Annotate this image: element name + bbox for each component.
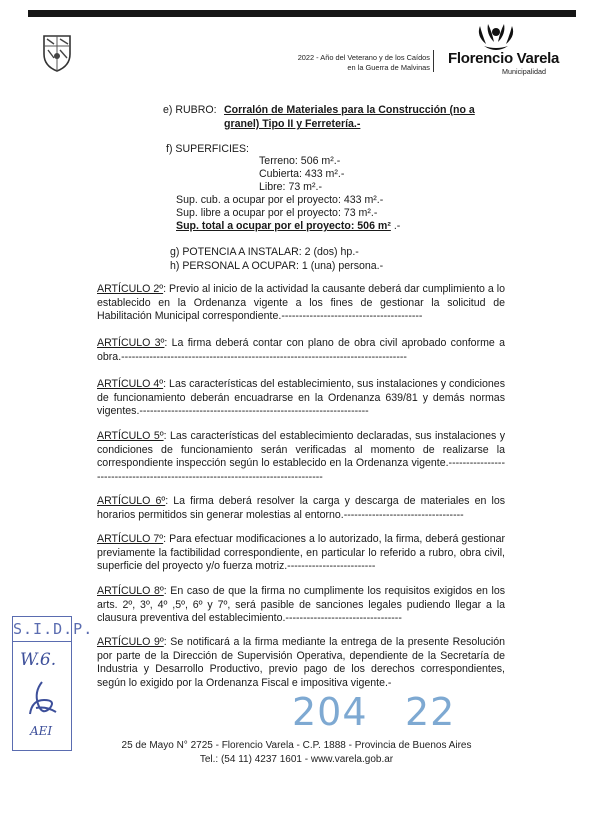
articulo-title: ARTÍCULO 6º (97, 495, 166, 507)
motto-line-1: 2022 - Año del Veterano y de los Caídos (297, 53, 430, 62)
articulo-7 (97, 533, 505, 574)
sup-total-proyecto (176, 220, 400, 233)
articulo-6 (97, 495, 505, 522)
header-separator (433, 50, 434, 72)
articulo-title: ARTÍCULO 8º (97, 585, 164, 597)
articulo-3 (97, 337, 505, 364)
sidp-stamp: S.I.D.P. (12, 616, 72, 642)
brand-subtitle: Municipalidad (502, 67, 546, 76)
articulo-title: ARTÍCULO 9º (97, 636, 164, 648)
sup-libre: Libre: 73 m².- (259, 181, 322, 193)
articulo-title: ARTÍCULO 3º (97, 337, 165, 349)
articulo-text: : Las características del establecimiento declaradas, sus instalaciones y condiciones de funcionamiento serán verificadas al momento de realizarse la correspondiente inspección según lo establecido en la Ordenanza vigente.-------------------------------------------------------------------------------- (97, 430, 505, 483)
articulo-9 (97, 636, 505, 690)
motto-line-2: en la Guerra de Malvinas (347, 63, 430, 72)
articulo-title: ARTÍCULO 4º (97, 378, 164, 390)
sup-total-tail: .- (390, 220, 401, 232)
potencia: g) POTENCIA A INSTALAR: 2 (dos) hp.- (170, 246, 359, 258)
file-number-a: 204 (292, 690, 368, 734)
rubro-label: e) RUBRO: (163, 104, 217, 116)
handwritten-note: W.6. (20, 650, 57, 670)
articulo-text: : Las características del establecimiento, sus instalaciones y condiciones de funcionamiento deberán encuadrarse en la Ordenanza 639/81 y demás normas vigentes.----------------------------------------------------------------- (97, 378, 505, 417)
file-number-b: 22 (405, 690, 456, 734)
articulo-text: : Se notificará a la firma mediante la entrega de la presente Resolución por parte de la Dirección de Supervisión Operativa, dependiente de la Secretaría de Industria y Desarrollo Productivo, previo pago de los derechos correspondientes, según lo exigido por la Ordenanza Fiscal e impositiva vigente.- (97, 636, 506, 689)
signature-icon (22, 678, 62, 722)
articulo-text: : Previo al inicio de la actividad la causante deberá dar cumplimiento a lo establecido en la Ordenanza vigente a los fines de gestionar la solicitud de Habilitación Municipal correspondiente.---------------------------------------- (97, 283, 506, 322)
footer-address: 25 de Mayo N° 2725 - Florencio Varela - C.P. 1888 - Provincia de Buenos Aires (121, 740, 472, 751)
sup-cubierta-proyecto: Sup. cub. a ocupar por el proyecto: 433 m².- (176, 194, 384, 206)
sup-libre-proyecto: Sup. libre a ocupar por el proyecto: 73 m².- (176, 207, 378, 219)
articulo-text: : En caso de que la firma no cumplimente los requisitos exigidos en los arts. 2º, 3º, 4º ,5º, 6º y 7º, será pasible de sanciones legales pudiendo llegar a la clausura preventiva del establecimiento.--------------------------------- (97, 585, 506, 624)
articulo-title: ARTÍCULO 5º (97, 430, 164, 442)
top-black-bar (28, 10, 576, 17)
brand-name: Florencio Varela (448, 50, 560, 67)
rubro-value-line2: granel) Tipo II y Ferretería.- (224, 118, 361, 130)
articulo-text: : La firma deberá contar con plano de obra civil aprobado conforme a obra.--------------------------------------------------------------------------------- (97, 337, 505, 363)
rubro-value-line1: Corralón de Materiales para la Construcción (no a (224, 104, 475, 116)
articulo-title: ARTÍCULO 7º (97, 533, 164, 545)
sup-cubierta: Cubierta: 433 m².- (259, 168, 345, 180)
articulo-text: : Para efectuar modificaciones a lo autorizado, la firma, deberá gestionar previamente la factibilidad correspondiente, en particular lo referido a rubro, obra civil, superficie del proyecto y/o fuerza motriz.------------------------- (97, 533, 506, 572)
articulo-title: ARTÍCULO 2º (97, 283, 164, 295)
sup-terreno: Terreno: 506 m².- (259, 155, 341, 167)
articulo-text: : La firma deberá resolver la carga y descarga de materiales en los horarios permitidos sin generar molestias al entorno.---------------------------------- (97, 495, 506, 521)
articulo-2 (97, 283, 505, 324)
handwritten-initials: AEI (30, 724, 53, 738)
articulo-4 (97, 378, 505, 419)
florencio-varela-logo-icon (472, 22, 520, 52)
superficies-label: f) SUPERFICIES: (166, 143, 249, 155)
municipal-crest-icon (42, 34, 72, 72)
footer-contact: Tel.: (54 11) 4237 1601 - www.varela.gob.ar (199, 754, 394, 765)
articulo-8 (97, 585, 505, 626)
articulo-5 (97, 430, 505, 484)
header-motto (230, 53, 430, 73)
personal: h) PERSONAL A OCUPAR: 1 (una) persona.- (170, 260, 384, 272)
sup-total-bold: Sup. total a ocupar por el proyecto: 506 m² (176, 220, 391, 232)
